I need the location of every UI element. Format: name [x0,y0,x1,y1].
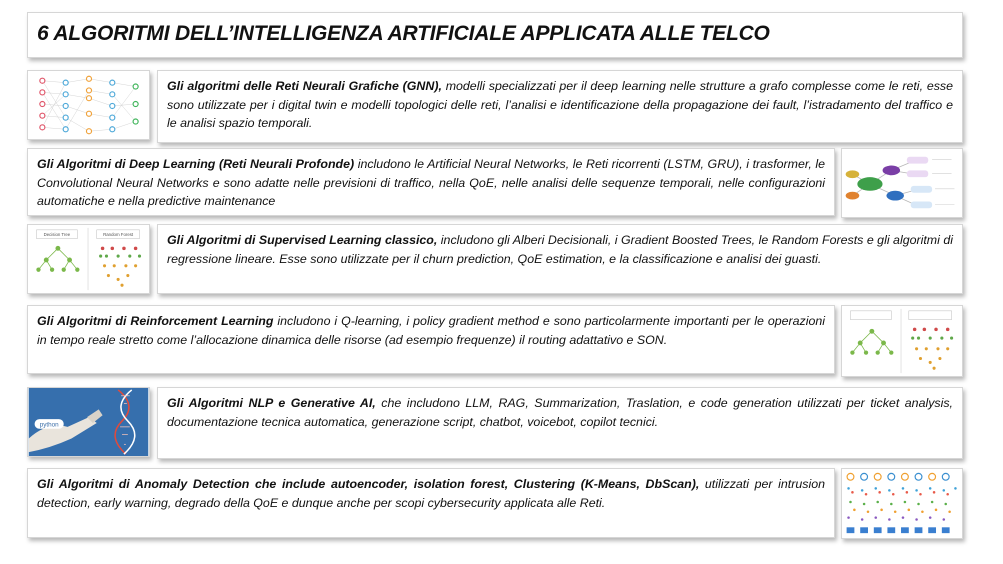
reinforcement-body: includono i Q-learning, i policy gradient method e sono particolarmente importanti per le operazioni in tempo reale stretto come l’allocazione dinamica delle risorse (ad esempio frequenze) il routing adattativo e SON. [37,314,825,347]
reinforcement-lead: Gli Algoritmi di Reinforcement Learning [37,314,274,328]
clustering-grid-icon [842,469,962,538]
reinforcement-thumbnail [841,305,963,377]
deep-learning-text-card [27,148,835,216]
gnn-text-card [157,70,963,143]
random-forest-label: Random Forest [103,232,134,238]
supervised-text-card [157,224,963,294]
nlp-lead: Gli Algoritmi NLP e Generative AI, [167,396,376,410]
deep-learning-thumbnail [841,148,963,218]
supervised-thumbnail [27,224,150,294]
deep-learning-body: includono le Artificial Neural Networks, le Reti ricorrenti (LSTM, GRU), i trasformer, le Convolutional Neural Networks e sono adatte nelle previsioni di traffico, nella QoE, nelle analisi delle sequenze temporali, nelle configurazioni automatiche e nella predictive maintenance [37,157,825,208]
page-title: 6 ALGORITMI DELL’INTELLIGENZA ARTIFICIALE APPLICATA ALLE TELCO [37,22,770,45]
nlp-body: che includono LLM, RAG, Summarization, Traslation, e code generation utilizzati per ticket analysis, documentazione tecnica automatica, generazione script, chatbot, voicebot, copilot tecnici. [167,396,954,429]
anomaly-text-card [27,468,835,538]
supervised-lead: Gli Algoritmi di Supervised Learning classico, [167,233,438,247]
title-banner [27,12,963,58]
gnn-lead: Gli algoritmi delle Reti Neurali Grafiche (GNN), [167,79,442,93]
reinforcement-text-card [27,305,835,374]
decision-tree-label: Decision Tree [43,232,71,238]
neural-network-icon [28,71,149,139]
gnn-thumbnail [27,70,150,140]
python-label: python [39,421,59,429]
anomaly-body: utilizzati per intrusion detection, early warning, degrado della QoE e dunque anche per scopi cybersecurity applicata alle Reti. [37,477,825,510]
deep-learning-lead: Gli Algoritmi di Deep Learning (Reti Neurali Profonde) [37,157,355,171]
mind-map-icon [842,149,962,217]
nlp-text-card [157,387,963,459]
nlp-thumbnail [27,387,150,457]
decision-tree-icon [28,225,149,293]
gnn-body: modelli specializzati per il deep learning nelle strutture a grafo complesse come le reti, esse sono utilizzate per i digital twin e modelli topologici delle reti, l’analisi e identificazione della propagazione dei fault, l’istradamento del traffico e le analisi spazio temporali. [167,79,953,130]
supervised-body: includono gli Alberi Decisionali, i Gradient Boosted Trees, le Random Forests e gli algoritmi di regressione lineare. Esse sono utilizzate per il churn prediction, QoE estimation, e la classificazione e analisi dei guasti. [167,233,954,266]
anomaly-thumbnail [841,468,963,539]
anomaly-lead: Gli Algoritmi di Anomaly Detection che include autoencoder, isolation forest, Clustering (K-Means, DbScan), [37,477,700,491]
python-dna-icon [28,388,149,456]
decision-tree-icon-2 [842,306,962,376]
